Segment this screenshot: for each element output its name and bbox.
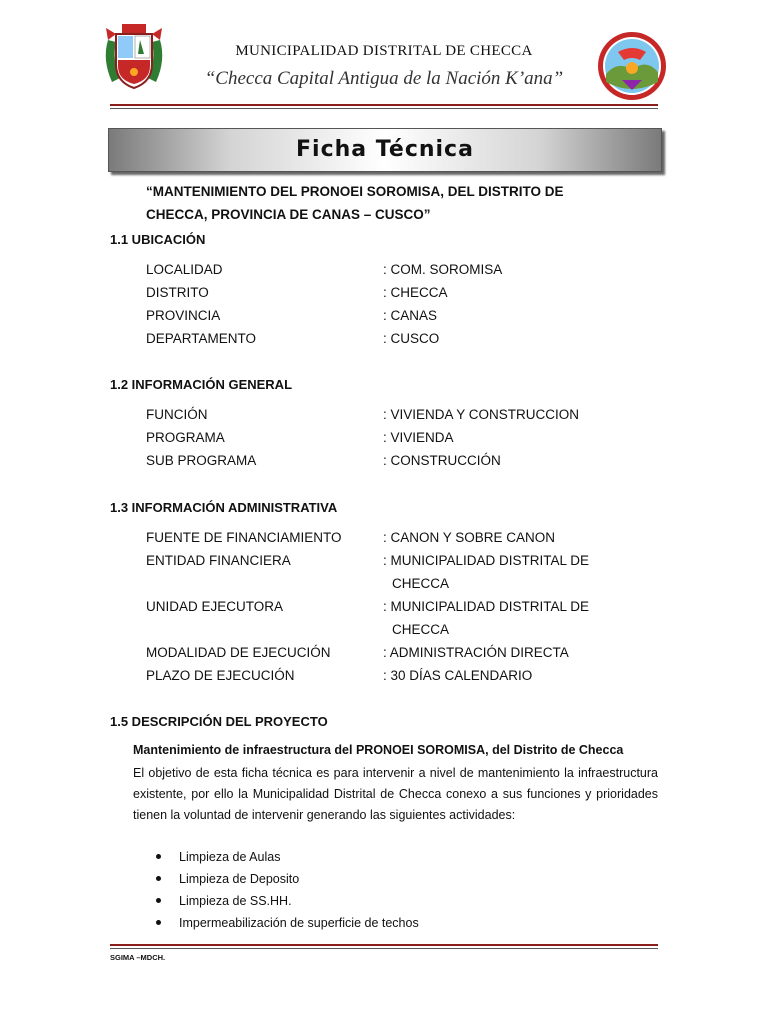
field-label: MODALIDAD DE EJECUCIÓN — [146, 645, 331, 660]
banner-title: Ficha Técnica — [296, 137, 474, 162]
header-rule — [110, 104, 658, 106]
section-heading-ubicacion: 1.1 UBICACIÓN — [110, 232, 206, 247]
project-title — [146, 180, 666, 226]
field-label: DEPARTAMENTO — [146, 331, 257, 346]
description-subheading: Mantenimiento de infraestructura del PRONOEI SOROMISA, del Distrito de Checca — [133, 743, 624, 757]
field-value: : 30 DÍAS CALENDARIO — [383, 668, 533, 683]
list-item — [156, 872, 299, 886]
field-value: : MUNICIPALIDAD DISTRITAL DE — [383, 599, 590, 614]
description-paragraph: El objetivo de esta ficha técnica es para intervenir a nivel de mantenimiento la infraestructura existente, por ello la Municipalidad Distrital de Checca conexo a sus funciones y prioridades tienen la voluntad de intervenir generando las siguientes actividades: — [133, 766, 658, 822]
field-value: : CANON Y SOBRE CANON — [383, 530, 556, 545]
field-value: : CHECCA — [383, 285, 448, 300]
section-heading-administrativa: 1.3 INFORMACIÓN ADMINISTRATIVA — [110, 500, 338, 515]
municipality-motto: “Checca Capital Antigua de la Nación K’ana” — [204, 68, 564, 89]
field-label: LOCALIDAD — [146, 262, 223, 277]
list-item-text: Impermeabilización de superficie de techos — [179, 916, 419, 930]
list-item — [156, 916, 419, 930]
project-title-line: CHECCA, PROVINCIA DE CANAS – CUSCO” — [146, 207, 431, 222]
bullet-icon — [156, 898, 161, 903]
field-label: PLAZO DE EJECUCIÓN — [146, 668, 295, 683]
ficha-tecnica-banner — [108, 128, 662, 172]
field-value: : CUSCO — [383, 331, 440, 346]
list-item-text: Limpieza de Deposito — [179, 872, 300, 886]
list-item-text: Limpieza de Aulas — [179, 850, 281, 864]
section-heading-general: 1.2 INFORMACIÓN GENERAL — [110, 377, 293, 392]
header-rule-thin — [110, 108, 658, 109]
field-label: FUENTE DE FINANCIAMIENTO — [146, 530, 342, 545]
bullet-icon — [156, 876, 161, 881]
field-value: : CONSTRUCCIÓN — [383, 453, 501, 468]
field-value: : COM. SOROMISA — [383, 262, 503, 277]
field-label: PROGRAMA — [146, 430, 225, 445]
field-label: UNIDAD EJECUTORA — [146, 599, 284, 614]
field-value-continued: CHECCA — [392, 576, 450, 591]
list-item-text: Limpieza de SS.HH. — [179, 894, 292, 908]
field-value: : VIVIENDA — [383, 430, 454, 445]
bullet-icon — [156, 920, 161, 925]
list-item — [156, 894, 292, 908]
field-label: DISTRITO — [146, 285, 209, 300]
field-value: : MUNICIPALIDAD DISTRITAL DE — [383, 553, 590, 568]
field-label: SUB PROGRAMA — [146, 453, 257, 468]
project-title-line: “MANTENIMIENTO DEL PRONOEI SOROMISA, DEL DISTRITO DE — [146, 184, 564, 199]
field-value: : VIVIENDA Y CONSTRUCCION — [383, 407, 580, 422]
field-value-continued: CHECCA — [392, 622, 450, 637]
field-value: : ADMINISTRACIÓN DIRECTA — [383, 645, 569, 660]
list-item — [156, 850, 280, 864]
field-label: FUNCIÓN — [146, 407, 208, 422]
footer-code: SGIMA –MDCH. — [110, 953, 166, 962]
field-label: ENTIDAD FINANCIERA — [146, 553, 291, 568]
bullet-icon — [156, 854, 161, 859]
district-emblem-logo — [596, 30, 668, 102]
field-label: PROVINCIA — [146, 308, 221, 323]
footer-rule — [110, 944, 658, 946]
field-value: : CANAS — [383, 308, 438, 323]
footer-rule-thin — [110, 948, 658, 949]
municipality-name: MUNICIPALIDAD DISTRITAL DE CHECCA — [235, 43, 533, 59]
section-heading-descripcion: 1.5 DESCRIPCIÓN DEL PROYECTO — [110, 714, 328, 729]
